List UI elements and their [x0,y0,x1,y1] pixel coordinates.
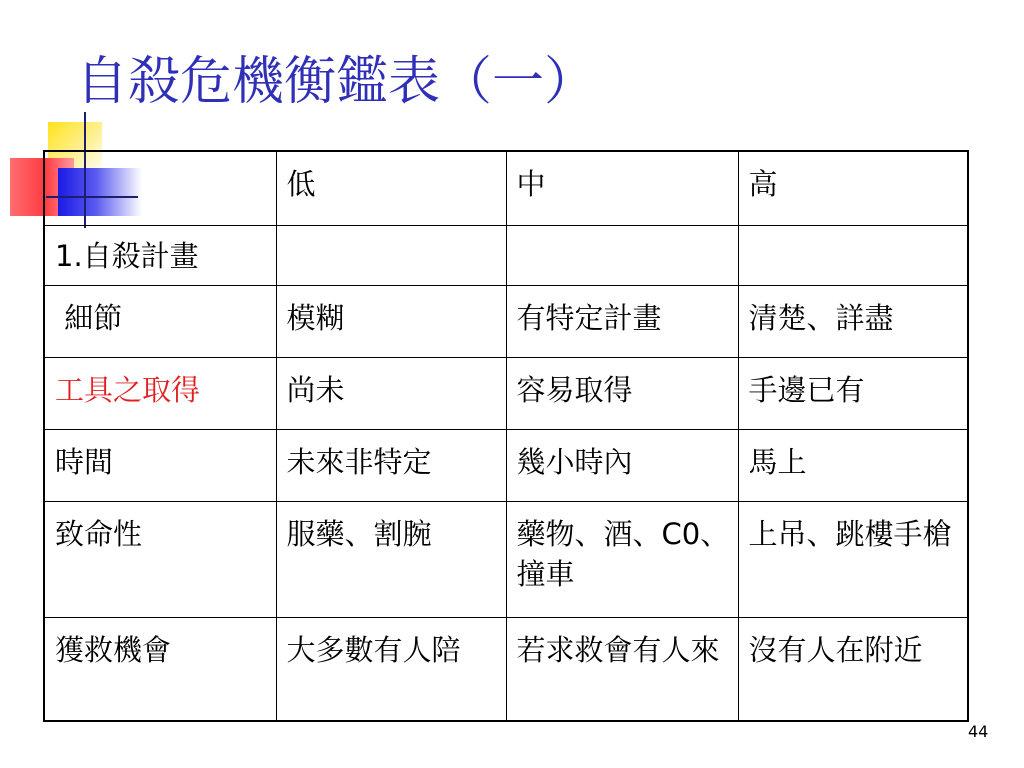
table-row [44,225,968,285]
cell-high: 清楚、詳盡 [738,285,968,357]
cell-low: 尚未 [276,357,506,429]
header-cell-empty [44,151,276,225]
cell-mid: 有特定計畫 [506,285,738,357]
row-label: 1.自殺計畫 [44,225,276,285]
cell-high: 沒有人在附近 [738,617,968,721]
cell-mid: 若求救會有人來 [506,617,738,721]
header-cell-mid: 中 [506,151,738,225]
cell-low [276,225,506,285]
cell-low: 服藥、割腕 [276,501,506,617]
cell-low: 未來非特定 [276,429,506,501]
cell-high [738,225,968,285]
cell-high: 馬上 [738,429,968,501]
table-row [44,429,968,501]
cell-mid [506,225,738,285]
header-cell-low: 低 [276,151,506,225]
row-label: 致命性 [44,501,276,617]
table-header-row [44,151,968,225]
table-row [44,501,968,617]
cell-high: 上吊、跳樓手槍 [738,501,968,617]
table-row [44,285,968,357]
cell-mid: 幾小時內 [506,429,738,501]
cell-mid: 藥物、酒、C0、撞車 [506,501,738,617]
page-number: 44 [968,722,989,741]
header-cell-high: 高 [738,151,968,225]
cell-high: 手邊已有 [738,357,968,429]
table-row [44,617,968,721]
row-label: 時間 [44,429,276,501]
row-label: 獲救機會 [44,617,276,721]
suicide-risk-table [43,150,969,722]
cell-mid: 容易取得 [506,357,738,429]
cell-low: 大多數有人陪 [276,617,506,721]
row-label: 工具之取得 [44,357,276,429]
table-row [44,357,968,429]
row-label: 細節 [44,285,276,357]
cell-low: 模糊 [276,285,506,357]
slide-title: 自殺危機衡鑑表（一） [76,52,597,112]
